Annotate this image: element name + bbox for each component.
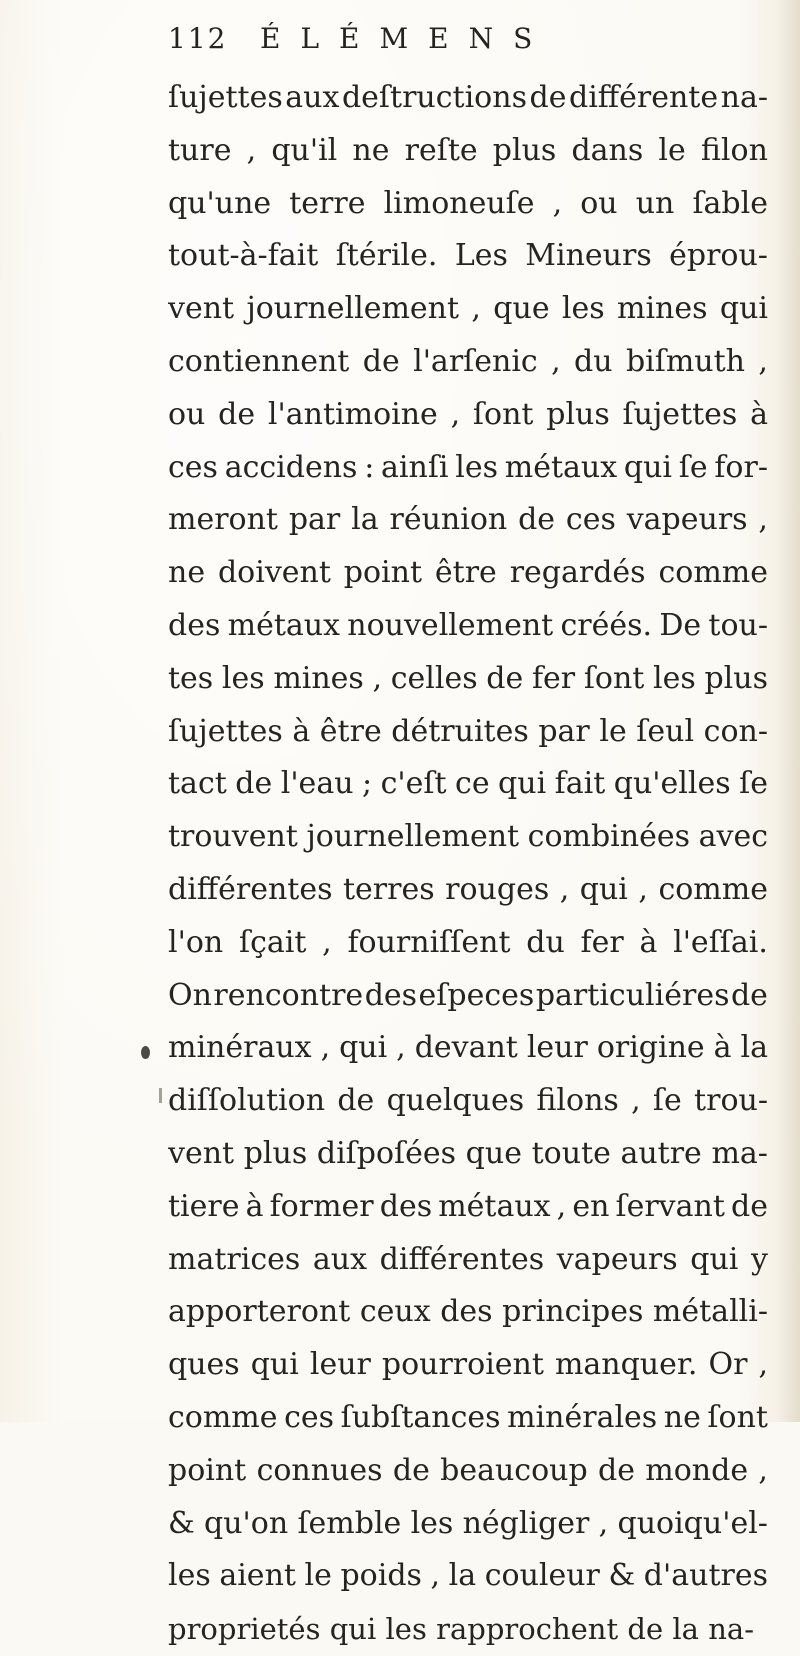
word: couleur <box>484 1558 600 1594</box>
word: de <box>518 502 556 538</box>
text-line <box>168 653 768 706</box>
word: de <box>730 977 768 1013</box>
word: poids <box>340 1558 422 1594</box>
ink-blot <box>141 1046 150 1059</box>
word: na- <box>720 80 768 115</box>
word: vent <box>168 1135 235 1171</box>
word: origine <box>596 1030 705 1066</box>
text-line <box>168 336 768 389</box>
word: ne <box>352 132 390 168</box>
word: la <box>448 1558 477 1594</box>
word: l'eau <box>280 766 354 802</box>
word: différentes <box>168 871 333 907</box>
word: ceux <box>359 1294 431 1330</box>
word: qui <box>250 1347 299 1383</box>
word: devant <box>414 1030 518 1066</box>
ink-mark <box>159 1088 162 1103</box>
text-line <box>168 1181 768 1234</box>
word: à <box>639 924 658 960</box>
word: diſpoſées <box>316 1135 457 1171</box>
word: les <box>653 660 696 696</box>
word: de <box>627 1612 664 1647</box>
word: De <box>659 607 702 643</box>
word: principes <box>502 1294 644 1330</box>
word: qu'on <box>204 1505 289 1541</box>
text-line <box>168 283 768 336</box>
text-line <box>168 600 768 653</box>
word: ne <box>663 1399 701 1435</box>
word: métaux <box>438 1188 551 1224</box>
word: ſeul <box>636 713 695 749</box>
word: , <box>246 132 257 168</box>
word: , <box>551 343 561 379</box>
word: , <box>372 660 383 696</box>
word: & <box>608 1558 636 1594</box>
word: réunion <box>389 502 508 538</box>
word: & <box>168 1505 195 1541</box>
word: créés. <box>560 607 653 643</box>
word: tes <box>168 660 214 696</box>
word: proprietés <box>168 1612 321 1647</box>
word: quoiqu'el- <box>617 1505 768 1541</box>
word: filon <box>700 132 768 168</box>
word: , <box>638 871 648 907</box>
word: qu'une <box>168 185 272 221</box>
word: par <box>538 713 590 749</box>
word: dans <box>571 132 644 168</box>
word: combinées <box>527 819 691 855</box>
word: vapeurs <box>626 502 748 538</box>
word: être <box>434 555 497 591</box>
word: ; <box>362 766 373 802</box>
word: tact <box>168 766 227 802</box>
word: à <box>292 713 311 749</box>
word: for- <box>714 449 768 485</box>
page-header <box>168 18 788 62</box>
word: ainſi <box>381 449 449 485</box>
word: comme <box>658 555 768 591</box>
word: ſçait <box>238 924 307 960</box>
word: toute <box>531 1135 611 1171</box>
word: les <box>410 1505 454 1541</box>
word: fer <box>580 924 624 960</box>
text-line <box>168 1128 768 1181</box>
word: , <box>758 1347 768 1383</box>
word: point <box>168 1452 247 1488</box>
word: ſe <box>652 1083 682 1119</box>
word: de <box>529 80 567 115</box>
word: Or <box>708 1347 748 1383</box>
word: ce <box>455 766 490 802</box>
word: les <box>385 1612 427 1647</box>
word: pourroient <box>381 1347 544 1383</box>
word: qui <box>719 291 768 327</box>
word: reſte <box>404 132 478 168</box>
word: à <box>245 1188 264 1224</box>
word: plus <box>704 660 768 696</box>
word: d'autres <box>643 1558 768 1594</box>
word: ture <box>168 132 232 168</box>
word: différentes <box>379 1241 545 1277</box>
word: na- <box>708 1612 754 1647</box>
word: deſtructions <box>341 80 527 115</box>
word: ou <box>168 396 206 432</box>
word: , <box>430 1558 441 1594</box>
word: un <box>635 185 675 221</box>
word: mines <box>617 291 708 327</box>
text-line <box>168 970 768 1023</box>
word: du <box>574 343 613 379</box>
word: éprou- <box>669 238 768 274</box>
word: détruites <box>391 713 529 749</box>
word: matrices <box>168 1241 301 1277</box>
word: , <box>598 1505 609 1541</box>
word: rencontre <box>213 977 364 1013</box>
word: c'eſt <box>380 766 447 802</box>
word: des <box>168 607 221 643</box>
word: particuliéres <box>535 977 730 1013</box>
word: tout-à-fait <box>168 238 319 274</box>
word: le <box>599 713 627 749</box>
word: contiennent <box>168 343 350 379</box>
word: l'arſenic <box>413 343 538 379</box>
word: leur <box>309 1347 371 1383</box>
word: eſpeces <box>418 977 535 1013</box>
word: l'antimoine <box>267 396 438 432</box>
word: trouvent <box>168 819 298 855</box>
text-line <box>168 442 768 495</box>
word: les <box>561 291 605 327</box>
text-line <box>168 1022 768 1075</box>
text-line <box>168 1445 768 1498</box>
word: : <box>364 449 375 485</box>
word: le <box>304 1558 332 1594</box>
word: terres <box>343 871 435 907</box>
text-line <box>168 758 768 811</box>
word: métaux <box>227 607 341 643</box>
word: limoneuſe <box>383 185 535 221</box>
word: de <box>337 1083 375 1119</box>
word: métaux <box>504 449 618 485</box>
word: ſujettes <box>168 713 283 749</box>
word: qui <box>579 871 628 907</box>
word: métalli- <box>652 1294 768 1330</box>
word: les <box>168 1558 211 1594</box>
word: filons <box>536 1083 619 1119</box>
word: , <box>552 185 563 221</box>
word: ques <box>168 1347 240 1383</box>
word: le <box>658 132 686 168</box>
word: de <box>598 1452 635 1488</box>
word: con- <box>703 713 768 749</box>
text-line <box>168 1392 768 1445</box>
word: qui <box>329 1612 377 1647</box>
word: du <box>526 924 565 960</box>
word: qu'il <box>271 132 338 168</box>
word: biſmuth <box>625 343 746 379</box>
word: des <box>379 1188 433 1224</box>
text-line <box>168 230 768 283</box>
text-line <box>168 178 768 231</box>
word: ces <box>284 1399 335 1435</box>
word: comme <box>168 1399 278 1435</box>
word: l'eſſai. <box>673 924 768 960</box>
text-line <box>168 864 768 917</box>
word: ſervant <box>615 1188 725 1224</box>
text-line <box>168 1339 768 1392</box>
word: , <box>758 343 768 379</box>
word: fer <box>531 660 576 696</box>
text-line <box>168 72 768 125</box>
word: accidens <box>224 449 358 485</box>
word: , <box>322 924 332 960</box>
word: , <box>320 1030 331 1066</box>
text-line <box>168 1234 768 1287</box>
word: ſont <box>472 396 534 432</box>
text-line <box>168 1075 768 1128</box>
word: doivent <box>217 555 331 591</box>
word: ſemble <box>297 1505 402 1541</box>
word: beaucoup <box>440 1452 588 1488</box>
word: minérales <box>507 1399 658 1435</box>
word: plus <box>243 1135 308 1171</box>
word: de <box>235 766 273 802</box>
word: rouges <box>445 871 550 907</box>
word: être <box>319 713 382 749</box>
word: Les <box>454 238 508 274</box>
word: l'on <box>168 924 224 960</box>
word: , <box>556 1188 567 1224</box>
word: journellement <box>306 819 520 855</box>
word: , <box>559 871 570 907</box>
word: aient <box>219 1558 296 1594</box>
word: , <box>758 502 768 538</box>
word: nouvellement <box>347 607 554 643</box>
word: la <box>740 1030 768 1066</box>
word: tou- <box>708 607 768 643</box>
word: tiere <box>168 1188 240 1224</box>
word: de <box>486 660 524 696</box>
word: en <box>572 1188 610 1224</box>
word: minéraux <box>168 1030 312 1066</box>
word: ces <box>565 502 616 538</box>
text-line <box>168 811 768 864</box>
word: ſont <box>583 660 645 696</box>
page-edge-shadow <box>778 0 800 1422</box>
word: ces <box>168 449 218 485</box>
word: ſe <box>739 766 768 802</box>
word: rapprochent <box>436 1612 619 1647</box>
word: qui <box>623 449 672 485</box>
word: apporteront <box>168 1294 351 1330</box>
word: ſubſtances <box>340 1399 501 1435</box>
word: , <box>471 291 481 327</box>
word: ſujettes <box>622 396 738 432</box>
word: avec <box>698 819 768 855</box>
page-number: 112 <box>168 22 228 55</box>
word: par <box>288 502 341 538</box>
text-line <box>168 547 768 600</box>
text-line <box>168 494 768 547</box>
word: la <box>672 1612 699 1647</box>
word: regardés <box>509 555 646 591</box>
text-line <box>168 1550 768 1603</box>
word: différente <box>569 80 719 115</box>
word: point <box>343 555 423 591</box>
word: On <box>168 977 212 1013</box>
word: ſable <box>692 185 768 221</box>
word: , <box>450 396 461 432</box>
word: monde <box>645 1452 749 1488</box>
text-line <box>168 125 768 178</box>
word: meront <box>168 502 278 538</box>
word: terre <box>289 185 366 221</box>
text-line <box>168 1498 768 1551</box>
word: aux <box>312 1241 368 1277</box>
word: de <box>218 396 256 432</box>
word: leur <box>526 1030 588 1066</box>
word: qu'elles <box>613 766 731 802</box>
word: vapeurs <box>556 1241 678 1277</box>
word: que <box>465 1135 522 1171</box>
word: à <box>750 396 768 432</box>
text-line <box>168 917 768 970</box>
word: , <box>631 1083 641 1119</box>
word: ſtérile. <box>335 238 438 274</box>
word: mines <box>273 660 364 696</box>
word: connues <box>256 1452 383 1488</box>
word: des <box>440 1294 493 1330</box>
word: comme <box>658 871 768 907</box>
word: des <box>364 977 418 1013</box>
word: ma- <box>711 1135 768 1171</box>
word: ſe <box>678 449 708 485</box>
text-line <box>168 1603 768 1656</box>
word: ſujettes <box>168 80 283 115</box>
word: Mineurs <box>525 238 652 274</box>
word: vent <box>168 291 235 327</box>
text-line <box>168 1286 768 1339</box>
word: trou- <box>694 1083 768 1119</box>
word: aux <box>285 80 340 115</box>
word: fait <box>554 766 606 802</box>
text-line <box>168 706 768 759</box>
word: de <box>731 1188 768 1224</box>
word: ou <box>580 185 618 221</box>
word: plus <box>492 132 557 168</box>
text-line <box>168 389 768 442</box>
word: qui <box>339 1030 388 1066</box>
word: , <box>396 1030 406 1066</box>
word: y <box>751 1241 768 1277</box>
word: que <box>493 291 550 327</box>
word: , <box>758 1452 768 1488</box>
word: celles <box>390 660 478 696</box>
word: ne <box>168 555 206 591</box>
word: manquer. <box>554 1347 698 1383</box>
word: qui <box>690 1241 739 1277</box>
word: les <box>455 449 499 485</box>
word: la <box>351 502 379 538</box>
word: qui <box>498 766 547 802</box>
word: de <box>362 343 400 379</box>
word: ſont <box>707 1399 768 1435</box>
word: plus <box>546 396 610 432</box>
word: de <box>392 1452 430 1488</box>
word: quelques <box>386 1083 525 1119</box>
word: former <box>269 1188 374 1224</box>
body-text <box>168 72 768 1656</box>
word: les <box>221 660 265 696</box>
word: journellement <box>246 291 460 327</box>
word: négliger <box>462 1505 590 1541</box>
word: à <box>713 1030 732 1066</box>
word: diſſolution <box>168 1083 326 1119</box>
word: fourniſſent <box>347 924 511 960</box>
running-title: ÉLÉMENS <box>260 22 553 55</box>
word: autre <box>620 1135 702 1171</box>
